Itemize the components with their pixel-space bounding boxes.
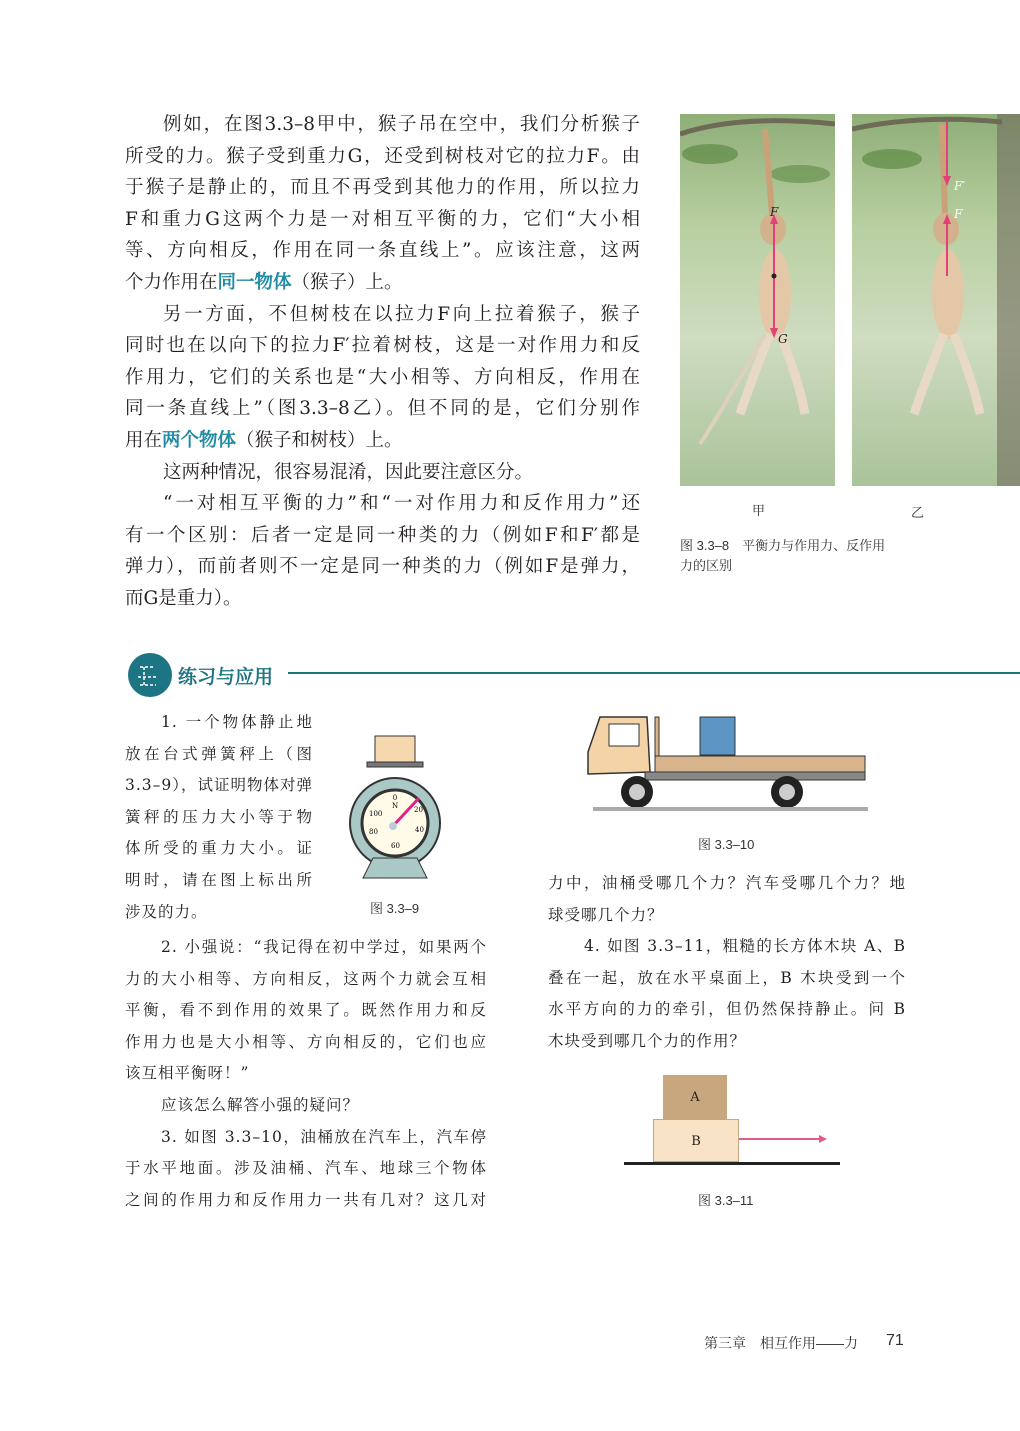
text-segment: 等、方向相反，作用在同一条直线上”。应该注意，这两 [125,240,640,262]
text-line [125,1153,487,1185]
text-line [125,1027,487,1059]
text-segment: 4. 如图 3.3–11，粗糙的长方体木块 A、B [584,937,906,956]
highlighted-term: 两个物体 [162,429,237,451]
text-line [125,1122,487,1154]
force-label-F: F [770,205,779,219]
text-segment: （猴子）上。 [291,271,403,293]
block-a: A [663,1075,727,1120]
text-segment: 平衡，看不到作用的效果了。既然作用力和反 [125,1001,487,1020]
text-segment: 有一个区别：后者一定是同一种类的力（例如F和F′都是 [125,524,640,546]
text-segment: 例如，在图3.3–8甲中，猴子吊在空中，我们分析猴子 [163,114,640,135]
block-b: B [653,1119,739,1162]
text-line [125,267,640,299]
text-segment: 3. 如图 3.3–10，油桶放在汽车上，汽车停 [161,1127,487,1146]
text-line [125,362,640,394]
text-line [125,393,640,425]
section-title: 练习与应用 [178,666,274,688]
force-label-G: G [778,332,788,346]
text-segment: 同时也在以向下的拉力F′拉着树枝，这是一对作用力和反 [125,335,640,357]
text-segment: 个力作用在 [125,271,218,293]
text-segment: 明时，请在图上标出所 [125,870,313,889]
text-segment: 涉及的力。 [125,902,208,921]
figure-caption: 图 3.3–11 [698,1193,754,1208]
text-line [125,865,313,897]
text-segment: 于水平地面。涉及油桶、汽车、地球三个物体 [125,1159,487,1178]
text-segment: 这两种情况，很容易混淆，因此要注意区分。 [163,461,534,483]
monkey-illustration-a [680,114,835,486]
main-text [125,109,640,615]
text-line [548,1026,906,1058]
text-segment: 弹力），而前者则不一定是同一种类的力（例如F是弹力， [125,556,640,578]
text-segment: 叠在一起，放在水平桌面上，B 木块受到一个 [548,968,906,987]
text-line [125,964,487,996]
text-line [125,141,640,173]
text-line [125,1185,487,1217]
text-segment: 而G是重力）。 [125,587,242,609]
text-line [548,994,906,1026]
text-segment: F和重力G这两个力是一对相互平衡的力，它们“大小相 [125,208,640,230]
text-line [548,868,906,900]
force-label-F: F [954,207,963,221]
panel-label-b: 乙 [911,505,925,520]
text-segment: 木块受到哪几个力的作用？ [548,1031,747,1050]
text-line [125,583,640,615]
monkey-photo-a [680,114,835,486]
text-line [125,299,640,331]
truck-figure [585,712,870,812]
text-segment: 力中，油桶受哪几个力？汽车受哪几个力？地 [548,874,906,892]
text-segment: 水平方向的力的牵引，但仍然保持静止。问 B [548,1000,906,1019]
monkey-illustration-b [852,114,1020,486]
text-line [125,551,640,583]
text-line [125,425,640,457]
text-line [125,897,313,929]
force-label-F-prime: F′ [954,179,966,193]
text-line [125,739,313,771]
monkey-photo-b [852,114,1020,486]
text-segment: 作用力也是大小相等、方向相反的，它们也应 [125,1032,487,1051]
exercises-3-4-cont [548,868,906,1058]
pull-force-arrow [739,1132,829,1146]
text-segment: 球受哪几个力？ [548,905,664,924]
table-surface [624,1162,840,1165]
dial-label: 80 [369,828,378,836]
section-divider [288,672,1020,674]
text-line [125,204,640,236]
highlighted-term: 同一物体 [217,271,292,293]
dial-label: 40 [415,826,424,834]
figure-caption: 图 3.3–10 [698,837,755,852]
text-line [125,330,640,362]
text-segment: 作用力，它们的关系也是“大小相等、方向相反，作用在 [125,366,640,388]
figure-caption: 图 3.3–8 平衡力与作用力、反作用 [680,538,886,553]
section-icon [128,653,172,697]
text-line [125,833,313,865]
text-line [548,900,906,932]
text-line [125,995,487,1027]
text-segment: 所受的力。猴子受到重力G，还受到树枝对它的拉力F。由 [125,145,640,167]
text-segment: 放在台式弹簧秤上（图 [125,744,313,763]
dial-label: 100 [369,810,383,818]
text-line [125,457,640,489]
text-segment: （猴子和树枝）上。 [236,429,403,451]
text-line [125,1090,487,1122]
text-segment: 于猴子是静止的，而且不再受到其他力的作用，所以拉力 [125,177,640,199]
dial-label: 60 [391,842,400,850]
text-segment: 3.3–9），试证明物体对弹 [125,776,314,795]
text-segment: 应该怎么解答小强的疑问？ [161,1095,360,1114]
dial-label: 20 [414,806,423,814]
text-line [125,488,640,520]
text-segment: 力的大小相等、方向相反，这两个力就会互相 [125,969,487,988]
text-segment: 该互相平衡呀！” [125,1064,250,1083]
text-line [125,707,313,739]
dial-label: 0 [392,794,398,802]
chapter-title: 第三章 相互作用——力 [704,1335,858,1351]
text-segment: “一对相互平衡的力”和“一对作用力和反作用力”还 [163,493,640,515]
text-segment: 2. 小强说：“我记得在初中学过，如果两个 [161,938,487,956]
figure-caption: 图 3.3–9 [370,901,420,916]
text-line [125,109,640,141]
text-line [548,931,906,963]
text-line [125,802,313,834]
text-segment: 1. 一个物体静止地 [161,713,313,731]
text-segment: 另一方面，不但树枝在以拉力F向上拉着猴子，猴子 [163,303,640,325]
text-line [125,1058,487,1090]
panel-label-a: 甲 [752,503,766,518]
exercise-1 [125,707,313,928]
page-number: 71 [886,1332,904,1349]
spring-scale-figure [345,728,445,883]
exercises-2-3 [125,932,487,1216]
dial-unit: N [391,802,399,810]
text-line [125,235,640,267]
text-line [125,520,640,552]
figure-caption-cont: 力的区别 [680,558,733,573]
text-line [125,770,313,802]
text-line [548,963,906,995]
text-line [125,172,640,204]
text-segment: 之间的作用力和反作用力一共有几对？这几对 [125,1190,487,1209]
text-segment: 体所受的重力大小。证 [125,839,313,858]
text-segment: 用在 [125,429,163,451]
text-segment: 同一条直线上”（图3.3–8乙）。但不同的是，它们分别作 [125,398,640,420]
text-line [125,932,487,964]
text-segment: 簧秤的压力大小等于物 [125,807,313,826]
